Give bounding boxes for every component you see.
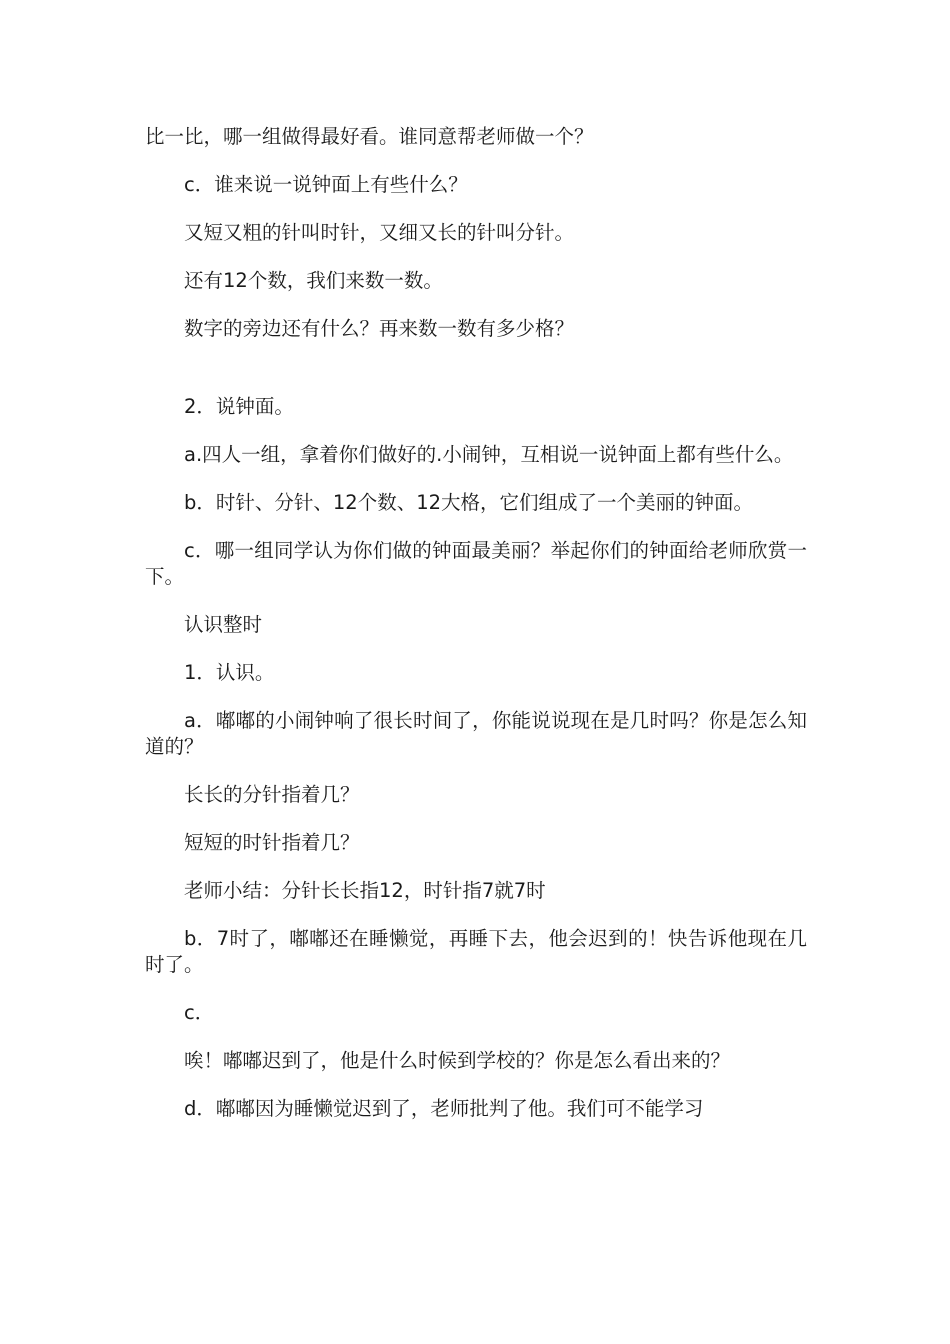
paragraph-whole-hour-heading: 认识整时 bbox=[184, 613, 263, 636]
paragraph-criticized: d．嘟嘟因为睡懒觉迟到了，老师批判了他。我们可不能学习 bbox=[184, 1097, 704, 1120]
paragraph-item-c: c． bbox=[184, 1001, 215, 1024]
paragraph-compare-groups: 比一比，哪一组做得最好看。谁同意帮老师做一个？ bbox=[145, 125, 594, 148]
paragraph-most-beautiful: c．哪一组同学认为你们做的钟面最美丽？举起你们的钟面给老师欣赏一下。 bbox=[145, 539, 807, 588]
paragraph-minute-hand-question: 长长的分针指着几？ bbox=[184, 783, 360, 806]
paragraph-group-discussion: a.四人一组，拿着你们做好的.小闹钟，互相说一说钟面上都有些什么。 bbox=[184, 443, 794, 466]
paragraph-seven-oclock: b．7时了，嘟嘟还在睡懒觉，再睡下去，他会迟到的！快告诉他现在几时了。 bbox=[145, 927, 807, 976]
paragraph-clock-parts: b．时针、分针、12个数、12大格，它们组成了一个美丽的钟面。 bbox=[184, 491, 754, 514]
paragraph-teacher-summary: 老师小结：分针长长指12，时针指7就7时 bbox=[184, 879, 546, 902]
paragraph-twelve-numbers: 还有12个数，我们来数一数。 bbox=[184, 269, 443, 292]
paragraph-late-question: 唉！嘟嘟迟到了，他是什么时候到学校的？你是怎么看出来的？ bbox=[184, 1049, 731, 1072]
paragraph-alarm-question: a．嘟嘟的小闹钟响了很长时间了，你能说说现在是几时吗？你是怎么知道的？ bbox=[145, 709, 807, 758]
document-body bbox=[145, 124, 807, 1144]
paragraph-section-1-heading: 1．认识。 bbox=[184, 661, 275, 684]
paragraph-section-2-heading: 2．说钟面。 bbox=[184, 395, 294, 418]
paragraph-clock-face-question: c．谁来说一说钟面上有些什么？ bbox=[184, 173, 468, 196]
paragraph-hour-hand-question: 短短的时针指着几？ bbox=[184, 831, 360, 854]
paragraph-count-divisions: 数字的旁边还有什么？再来数一数有多少格？ bbox=[184, 317, 575, 340]
paragraph-hands-description: 又短又粗的针叫时针，又细又长的针叫分针。 bbox=[184, 221, 575, 244]
